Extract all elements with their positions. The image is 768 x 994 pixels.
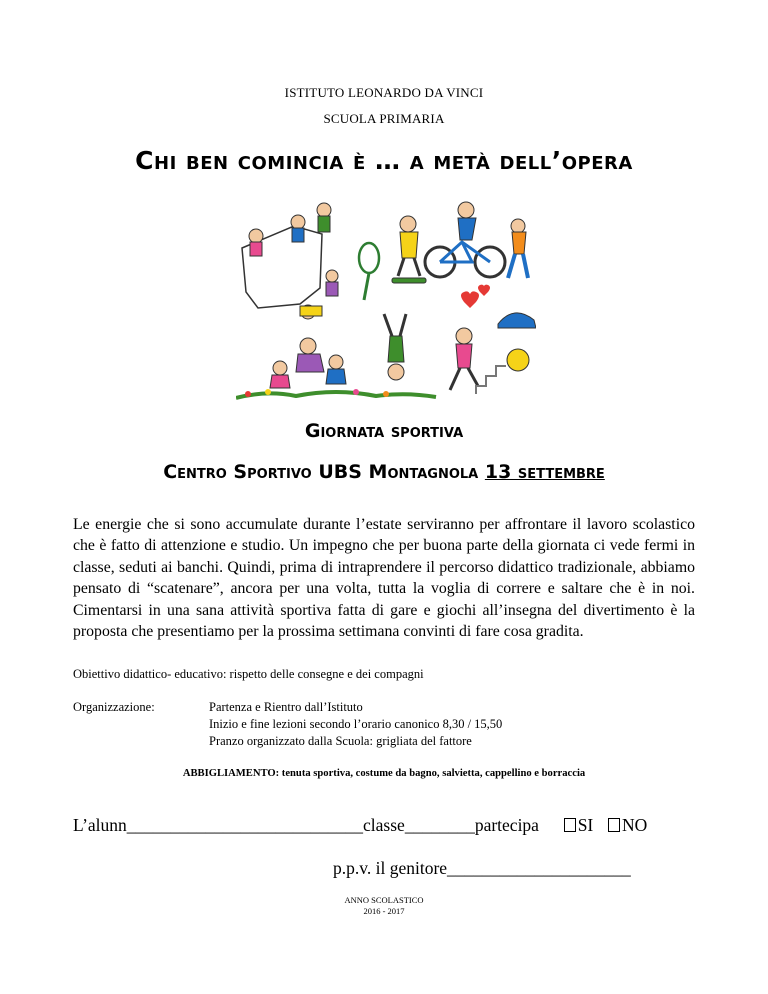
organization-details — [209, 699, 502, 750]
organization-line: Partenza e Rientro dall’Istituto — [209, 700, 363, 714]
school-year: 2016 - 2017 — [363, 906, 405, 916]
organization-line: Pranzo organizzato dalla Scuola: grigliata del fattore — [209, 734, 472, 748]
organization-line: Inizio e fine lezioni secondo l’orario canonico 8,30 / 15,50 — [209, 717, 503, 731]
event-location-date — [0, 461, 768, 483]
event-date: 13 settembre — [484, 461, 605, 483]
clothing-line — [0, 768, 768, 779]
description-paragraph: Le energie che si sono accumulate durante l’estate serviranno per affrontare il lavoro scolastico che è fatto di attenzione e studio. Un impegno che per buona parte della giornata ci vede fermi in classe, seduti ai banchi. Quindi, prima di intraprendere il percorso didattico tradizionale, abbiamo pensato di “scatenare”, ancora per una volta, tutta la voglia di correre e saltare che è in noi. Cimentarsi in una sana attività sportiva fatta di gare e giochi all’insegna del divertimento è la proposta che presentiamo per la prossima settimana convinti di fare cosa gradita. — [73, 516, 695, 641]
organization-label: Organizzazione: — [73, 700, 155, 714]
event-location: Centro Sportivo UBS Montagnola — [163, 461, 485, 483]
objective-text: Obiettivo didattico- educativo: rispetto delle consegne e dei compagni — [73, 667, 424, 681]
school-name: SCUOLA PRIMARIA — [323, 111, 445, 126]
student-line-text: L’alunn___________________________classe________partecipa — [73, 815, 539, 835]
parent-signature-line[interactable]: p.p.v. il genitore_____________________ — [333, 858, 631, 878]
event-name: Giornata sportiva — [304, 420, 464, 442]
yes-checkbox[interactable] — [564, 818, 576, 832]
yes-label: SI — [577, 815, 594, 835]
institute-name: ISTITUTO LEONARDO DA VINCI — [284, 85, 484, 100]
no-checkbox[interactable] — [608, 818, 620, 832]
clothing-label: ABBIGLIAMENTO: — [182, 768, 280, 779]
clothing-text: tenuta sportiva, costume da bagno, salvietta, cappellino e borraccia — [279, 768, 586, 779]
student-form-line — [73, 815, 647, 836]
children-sports-clipart-icon — [236, 196, 536, 404]
school-year-label: ANNO SCOLASTICO — [344, 895, 424, 905]
no-label: NO — [622, 815, 648, 835]
page-title: Chi ben comincia è … a metà dell’opera — [135, 146, 633, 175]
